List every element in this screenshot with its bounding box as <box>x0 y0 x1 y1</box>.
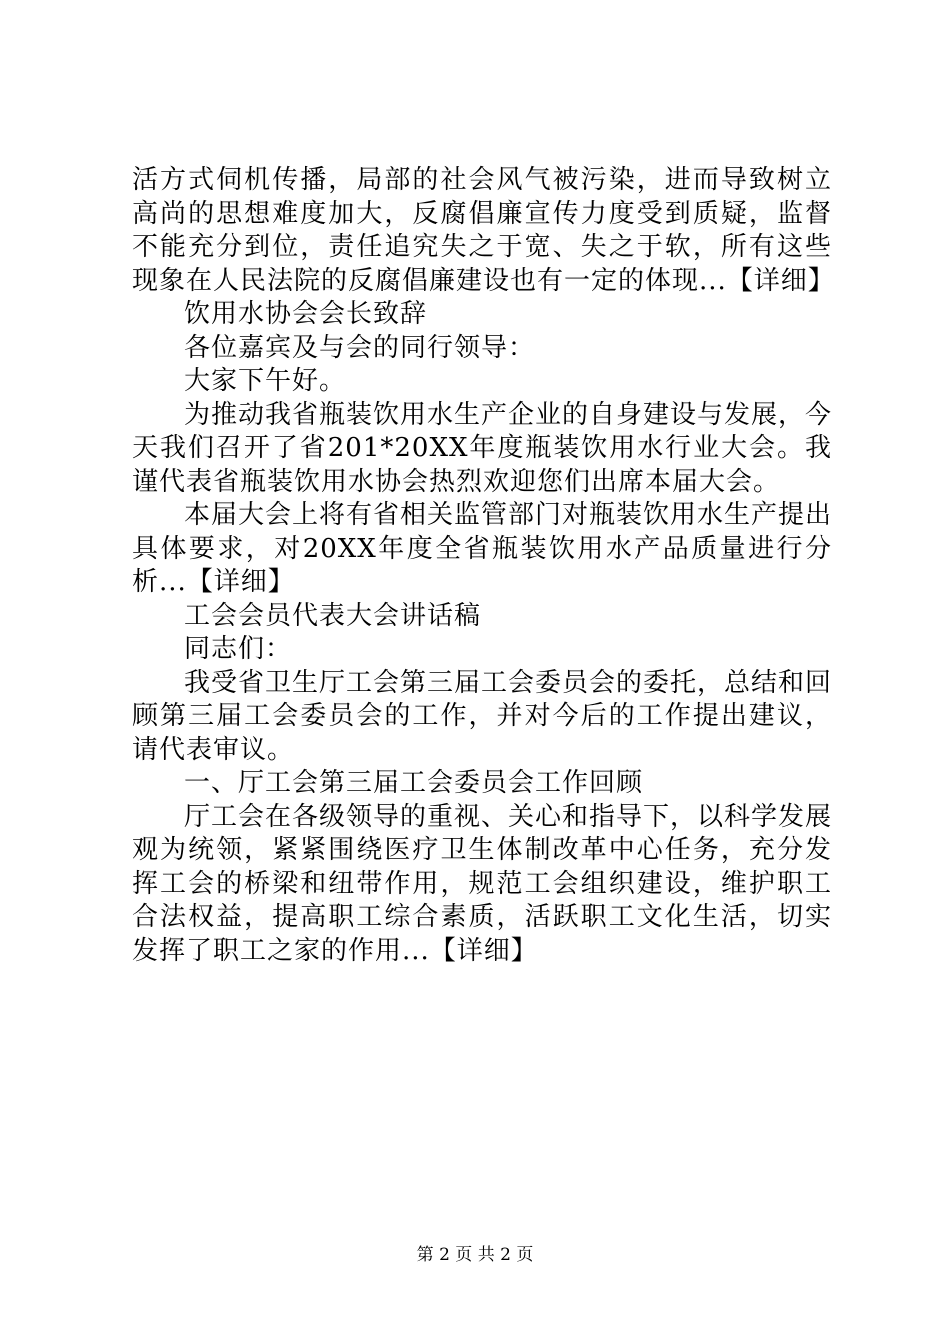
paragraph-5: 为推动我省瓶装饮用水生产企业的自身建设与发展，今天我们召开了省201*20XX年度瓶装饮用水行业大会。我谨代表省瓶装饮用水协会热烈欢迎您们出席本届大会。 <box>132 399 833 497</box>
paragraph-3: 各位嘉宾及与会的同行领导： <box>184 332 536 363</box>
document-body <box>132 164 835 968</box>
paragraph-6: 本届大会上将有省相关监管部门对瓶装饮用水生产提出具体要求，对20XX年度全省瓶装饮用水产品质量进行分析...【详细】 <box>132 500 833 597</box>
page-footer: 第 2 页 共 2 页 <box>416 1245 534 1265</box>
paragraph-7: 工会会员代表大会讲话稿 <box>184 600 482 631</box>
paragraph-1: 活方式伺机传播，局部的社会风气被污染，进而导致树立高尚的思想难度加大，反腐倡廉宣传力度受到质疑，监督不能充分到位，责任追究失之于宽、失之于软，所有这些现象在人民法院的反腐倡廉建设也有一定的体现...【详细】 <box>132 165 835 296</box>
paragraph-4: 大家下午好。 <box>184 366 347 396</box>
paragraph-9: 我受省卫生厅工会第三届工会委员会的委托，总结和回顾第三届工会委员会的工作，并对今后的工作提出建议，请代表审议。 <box>132 667 833 765</box>
paragraph-11: 厅工会在各级领导的重视、关心和指导下，以科学发展观为统领，紧紧围绕医疗卫生体制改革中心任务，充分发挥工会的桥梁和纽带作用，规范工会组织建设，维护职工合法权益，提高职工综合素质，活跃职工文化生活，切实发挥了职工之家的作用...【详细】 <box>132 801 833 966</box>
paragraph-2: 饮用水协会会长致辞 <box>184 299 428 329</box>
paragraph-8: 同志们： <box>184 634 293 664</box>
paragraph-10: 一、厅工会第三届工会委员会工作回顾 <box>184 768 644 798</box>
